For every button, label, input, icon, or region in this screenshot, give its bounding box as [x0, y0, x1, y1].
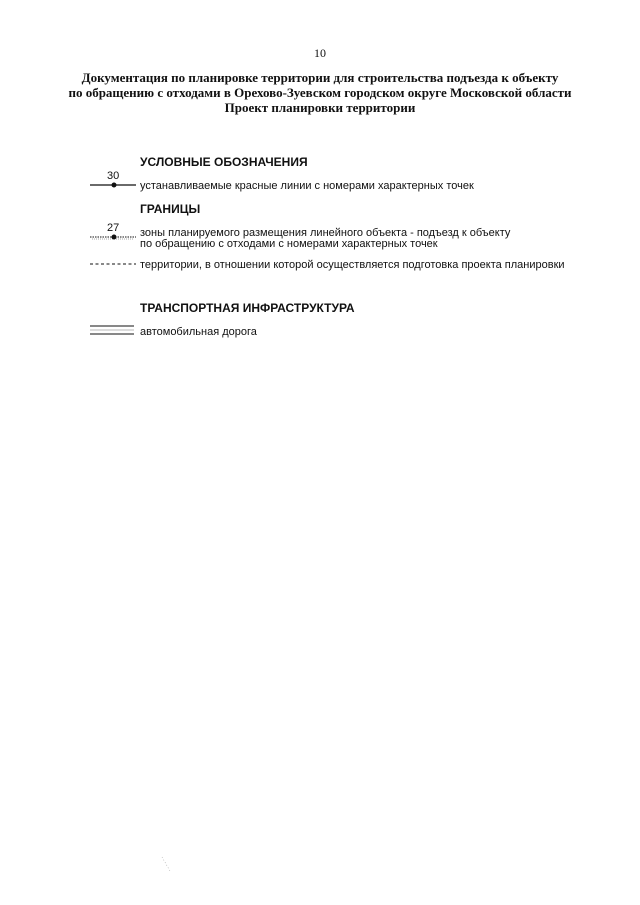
- road-symbol: [90, 324, 134, 336]
- road-description: автомобильная дорога: [140, 326, 257, 338]
- zone-boundary-symbol: [90, 232, 136, 242]
- zone-description-line-1: зоны планируемого размещения линейного объекта - подъезд к объекту: [140, 227, 511, 239]
- zone-point-number: 27: [107, 222, 120, 234]
- red-line-description: устанавливаемые красные линии с номерами характерных точек: [140, 180, 474, 192]
- territory-boundary-symbol: [90, 261, 136, 267]
- header-line-3: Проект планировки территории: [224, 100, 416, 115]
- document-header: [0, 70, 640, 115]
- legend-title: УСЛОВНЫЕ ОБОЗНАЧЕНИЯ: [140, 155, 308, 169]
- red-line-symbol: [90, 180, 136, 190]
- header-line-1: Документация по планировке территории для строительства подъезда к объекту: [81, 70, 559, 85]
- page-number: 10: [314, 46, 326, 60]
- territory-description: территории, в отношении которой осуществляется подготовка проекта планировки: [140, 259, 565, 271]
- borders-title: ГРАНИЦЫ: [140, 202, 201, 216]
- header-line-2: по обращению с отходами в Орехово-Зуевском городском округе Московской области: [68, 85, 572, 100]
- scan-artifact: [160, 855, 174, 875]
- zone-description-line-2: по обращению с отходами с номерами характерных точек: [140, 238, 438, 250]
- red-line-point-number: 30: [107, 170, 120, 182]
- transport-title: ТРАНСПОРТНАЯ ИНФРАСТРУКТУРА: [140, 301, 355, 315]
